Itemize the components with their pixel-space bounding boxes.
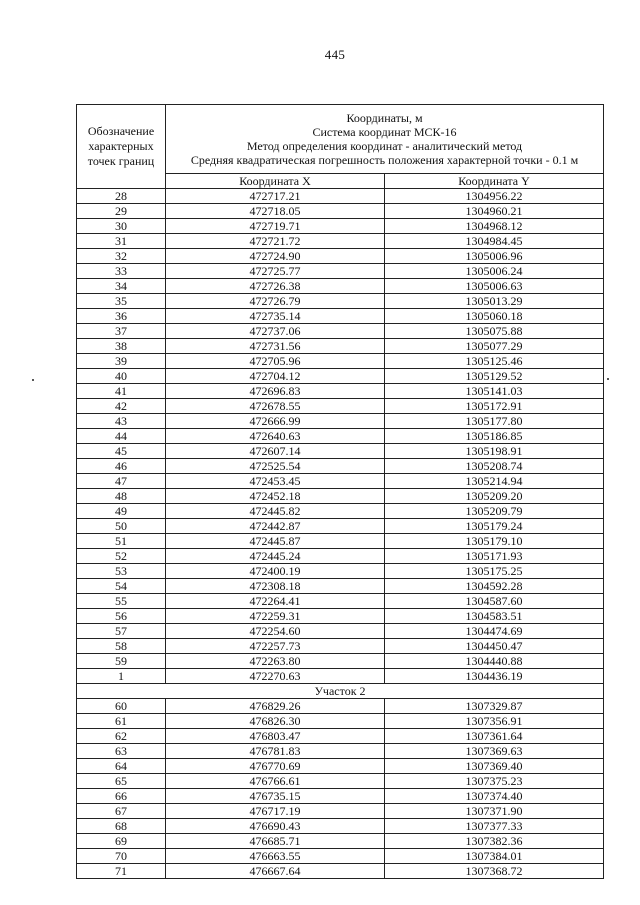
table-row [77, 714, 604, 729]
point-number-cell: 69 [77, 834, 166, 849]
point-number-cell: 51 [77, 534, 166, 549]
column-header-y: Координата Y [385, 174, 604, 189]
table-row [77, 834, 604, 849]
point-number-cell: 54 [77, 579, 166, 594]
coordinate-x-cell: 472737.06 [166, 324, 385, 339]
coordinate-y-cell: 1305209.20 [385, 489, 604, 504]
coordinate-x-cell: 472726.38 [166, 279, 385, 294]
point-number-cell: 63 [77, 744, 166, 759]
coordinate-x-cell: 472452.18 [166, 489, 385, 504]
table-row [77, 204, 604, 219]
table-header-row [77, 105, 604, 174]
coordinate-x-cell: 472724.90 [166, 249, 385, 264]
point-number-cell: 59 [77, 654, 166, 669]
coordinate-x-cell: 472721.72 [166, 234, 385, 249]
point-number-cell: 32 [77, 249, 166, 264]
header-right-line: Средняя квадратическая погрешность положения характерной точки - 0.1 м [190, 153, 579, 167]
table-row [77, 609, 604, 624]
coordinate-y-cell: 1305171.93 [385, 549, 604, 564]
coordinate-y-cell: 1307377.33 [385, 819, 604, 834]
coordinate-y-cell: 1305125.46 [385, 354, 604, 369]
coordinate-x-cell: 472678.55 [166, 399, 385, 414]
coordinate-x-cell: 472718.05 [166, 204, 385, 219]
table-row [77, 639, 604, 654]
point-number-cell: 55 [77, 594, 166, 609]
coordinate-x-cell: 472640.63 [166, 429, 385, 444]
header-point-designation [77, 105, 166, 189]
point-number-cell: 71 [77, 864, 166, 879]
table-row [77, 474, 604, 489]
header-left-line: характерных [88, 139, 154, 153]
coordinate-x-cell: 472696.83 [166, 384, 385, 399]
point-number-cell: 68 [77, 819, 166, 834]
point-number-cell: 37 [77, 324, 166, 339]
point-number-cell: 60 [77, 699, 166, 714]
coordinate-x-cell: 472719.71 [166, 219, 385, 234]
point-number-cell: 33 [77, 264, 166, 279]
point-number-cell: 52 [77, 549, 166, 564]
point-number-cell: 49 [77, 504, 166, 519]
point-number-cell: 57 [77, 624, 166, 639]
coordinate-y-cell: 1305006.24 [385, 264, 604, 279]
coordinate-x-cell: 472453.45 [166, 474, 385, 489]
table-row [77, 249, 604, 264]
page-number: 445 [324, 47, 346, 62]
scan-speck [32, 379, 34, 381]
point-number-cell: 28 [77, 189, 166, 204]
coordinates-table [76, 104, 604, 879]
coordinate-y-cell: 1307368.72 [385, 864, 604, 879]
table-row [77, 324, 604, 339]
coordinate-y-cell: 1304587.60 [385, 594, 604, 609]
coordinate-x-cell: 472308.18 [166, 579, 385, 594]
coordinate-x-cell: 472607.14 [166, 444, 385, 459]
point-number-cell: 35 [77, 294, 166, 309]
table-row [77, 744, 604, 759]
coordinate-x-cell: 472705.96 [166, 354, 385, 369]
scan-speck [607, 378, 609, 380]
point-number-cell: 40 [77, 369, 166, 384]
table-row [77, 219, 604, 234]
table-row [77, 279, 604, 294]
coordinate-y-cell: 1304984.45 [385, 234, 604, 249]
coordinate-x-cell: 472442.87 [166, 519, 385, 534]
table-row [77, 309, 604, 324]
header-coordinates-info [166, 105, 604, 174]
table-row [77, 819, 604, 834]
coordinate-y-cell: 1305006.63 [385, 279, 604, 294]
coordinate-x-cell: 476667.64 [166, 864, 385, 879]
coordinate-y-cell: 1307382.36 [385, 834, 604, 849]
table-row [77, 774, 604, 789]
point-number-cell: 64 [77, 759, 166, 774]
table-row [77, 789, 604, 804]
point-number-cell: 61 [77, 714, 166, 729]
point-number-cell: 43 [77, 414, 166, 429]
coordinate-y-cell: 1304436.19 [385, 669, 604, 684]
coordinate-x-cell: 472254.60 [166, 624, 385, 639]
coordinate-x-cell: 472725.77 [166, 264, 385, 279]
header-left-line: точек границ [87, 154, 155, 168]
coordinate-y-cell: 1307371.90 [385, 804, 604, 819]
coordinate-y-cell: 1305013.29 [385, 294, 604, 309]
column-header-x: Координата X [166, 174, 385, 189]
point-number-cell: 31 [77, 234, 166, 249]
coordinate-x-cell: 472259.31 [166, 609, 385, 624]
table-row [77, 354, 604, 369]
table-row [77, 339, 604, 354]
coordinate-x-cell: 476685.71 [166, 834, 385, 849]
coordinate-y-cell: 1305060.18 [385, 309, 604, 324]
table-row [77, 429, 604, 444]
coordinate-y-cell: 1304474.69 [385, 624, 604, 639]
coordinate-x-cell: 472445.87 [166, 534, 385, 549]
coordinate-x-cell: 476663.55 [166, 849, 385, 864]
point-number-cell: 50 [77, 519, 166, 534]
coordinate-x-cell: 472704.12 [166, 369, 385, 384]
point-number-cell: 44 [77, 429, 166, 444]
coordinate-x-cell: 472400.19 [166, 564, 385, 579]
table-row [77, 579, 604, 594]
coordinate-x-cell: 476826.30 [166, 714, 385, 729]
point-number-cell: 29 [77, 204, 166, 219]
coordinate-x-cell: 476766.61 [166, 774, 385, 789]
point-number-cell: 48 [77, 489, 166, 504]
table-row [77, 564, 604, 579]
table-row [77, 849, 604, 864]
point-number-cell: 70 [77, 849, 166, 864]
table-row [77, 534, 604, 549]
coordinate-y-cell: 1304450.47 [385, 639, 604, 654]
table-row [77, 264, 604, 279]
table-row [77, 489, 604, 504]
table-row [77, 459, 604, 474]
table-row [77, 519, 604, 534]
coordinate-y-cell: 1305198.91 [385, 444, 604, 459]
coordinate-y-cell: 1307384.01 [385, 849, 604, 864]
table-row [77, 654, 604, 669]
coordinate-y-cell: 1304440.88 [385, 654, 604, 669]
point-number-cell: 65 [77, 774, 166, 789]
coordinate-y-cell: 1307375.23 [385, 774, 604, 789]
coordinate-y-cell: 1305075.88 [385, 324, 604, 339]
coordinate-x-cell: 472270.63 [166, 669, 385, 684]
point-number-cell: 53 [77, 564, 166, 579]
coordinate-y-cell: 1305177.80 [385, 414, 604, 429]
table-row [77, 669, 604, 684]
section-row [77, 684, 604, 699]
coordinate-x-cell: 472445.82 [166, 504, 385, 519]
coordinate-x-cell: 476717.19 [166, 804, 385, 819]
point-number-cell: 41 [77, 384, 166, 399]
header-left-line: Обозначение [87, 124, 155, 138]
coordinate-x-cell: 476829.26 [166, 699, 385, 714]
coordinate-y-cell: 1307329.87 [385, 699, 604, 714]
point-number-cell: 30 [77, 219, 166, 234]
table-row [77, 444, 604, 459]
coordinates-table-body [77, 105, 604, 879]
coordinate-x-cell: 472726.79 [166, 294, 385, 309]
table-row [77, 294, 604, 309]
table-row [77, 234, 604, 249]
table-row [77, 864, 604, 879]
coordinate-x-cell: 472717.21 [166, 189, 385, 204]
coordinate-y-cell: 1304592.28 [385, 579, 604, 594]
coordinate-y-cell: 1307361.64 [385, 729, 604, 744]
table-row [77, 699, 604, 714]
coordinate-x-cell: 472666.99 [166, 414, 385, 429]
table-row [77, 759, 604, 774]
coordinate-y-cell: 1304960.21 [385, 204, 604, 219]
point-number-cell: 42 [77, 399, 166, 414]
point-number-cell: 56 [77, 609, 166, 624]
coordinate-x-cell: 476781.83 [166, 744, 385, 759]
table-row [77, 624, 604, 639]
point-number-cell: 66 [77, 789, 166, 804]
coordinate-y-cell: 1307374.40 [385, 789, 604, 804]
coordinate-y-cell: 1304968.12 [385, 219, 604, 234]
coordinate-y-cell: 1305186.85 [385, 429, 604, 444]
coordinate-x-cell: 472735.14 [166, 309, 385, 324]
table-row [77, 729, 604, 744]
coordinate-y-cell: 1305208.74 [385, 459, 604, 474]
coordinate-y-cell: 1305179.24 [385, 519, 604, 534]
coordinate-y-cell: 1305175.25 [385, 564, 604, 579]
coordinate-x-cell: 476735.15 [166, 789, 385, 804]
coordinate-y-cell: 1305179.10 [385, 534, 604, 549]
point-number-cell: 38 [77, 339, 166, 354]
point-number-cell: 34 [77, 279, 166, 294]
point-number-cell: 45 [77, 444, 166, 459]
coordinate-x-cell: 472264.41 [166, 594, 385, 609]
table-row [77, 804, 604, 819]
table-row [77, 504, 604, 519]
table-row [77, 399, 604, 414]
coordinate-x-cell: 476770.69 [166, 759, 385, 774]
point-number-cell: 58 [77, 639, 166, 654]
coordinate-x-cell: 476803.47 [166, 729, 385, 744]
point-number-cell: 62 [77, 729, 166, 744]
coordinate-y-cell: 1307356.91 [385, 714, 604, 729]
coordinate-y-cell: 1305141.03 [385, 384, 604, 399]
coordinate-x-cell: 472445.24 [166, 549, 385, 564]
point-number-cell: 1 [77, 669, 166, 684]
coordinate-y-cell: 1305214.94 [385, 474, 604, 489]
table-row [77, 384, 604, 399]
coordinate-y-cell: 1304956.22 [385, 189, 604, 204]
coordinate-y-cell: 1305077.29 [385, 339, 604, 354]
coordinate-y-cell: 1305209.79 [385, 504, 604, 519]
coordinate-y-cell: 1307369.40 [385, 759, 604, 774]
point-number-cell: 47 [77, 474, 166, 489]
section-label: Участок 2 [77, 684, 604, 699]
coordinate-y-cell: 1305006.96 [385, 249, 604, 264]
coordinate-x-cell: 472257.73 [166, 639, 385, 654]
header-right-line: Система координат МСК-16 [312, 125, 457, 139]
header-right-line: Метод определения координат - аналитический метод [246, 139, 523, 153]
coordinate-x-cell: 472731.56 [166, 339, 385, 354]
header-right-line: Координаты, м [346, 111, 423, 125]
coordinate-x-cell: 472525.54 [166, 459, 385, 474]
coordinate-x-cell: 476690.43 [166, 819, 385, 834]
table-row [77, 189, 604, 204]
table-row [77, 594, 604, 609]
table-row [77, 414, 604, 429]
coordinate-x-cell: 472263.80 [166, 654, 385, 669]
point-number-cell: 39 [77, 354, 166, 369]
point-number-cell: 36 [77, 309, 166, 324]
coordinate-y-cell: 1304583.51 [385, 609, 604, 624]
table-row [77, 369, 604, 384]
point-number-cell: 67 [77, 804, 166, 819]
coordinate-y-cell: 1307369.63 [385, 744, 604, 759]
coordinate-y-cell: 1305172.91 [385, 399, 604, 414]
table-row [77, 549, 604, 564]
coordinate-y-cell: 1305129.52 [385, 369, 604, 384]
point-number-cell: 46 [77, 459, 166, 474]
